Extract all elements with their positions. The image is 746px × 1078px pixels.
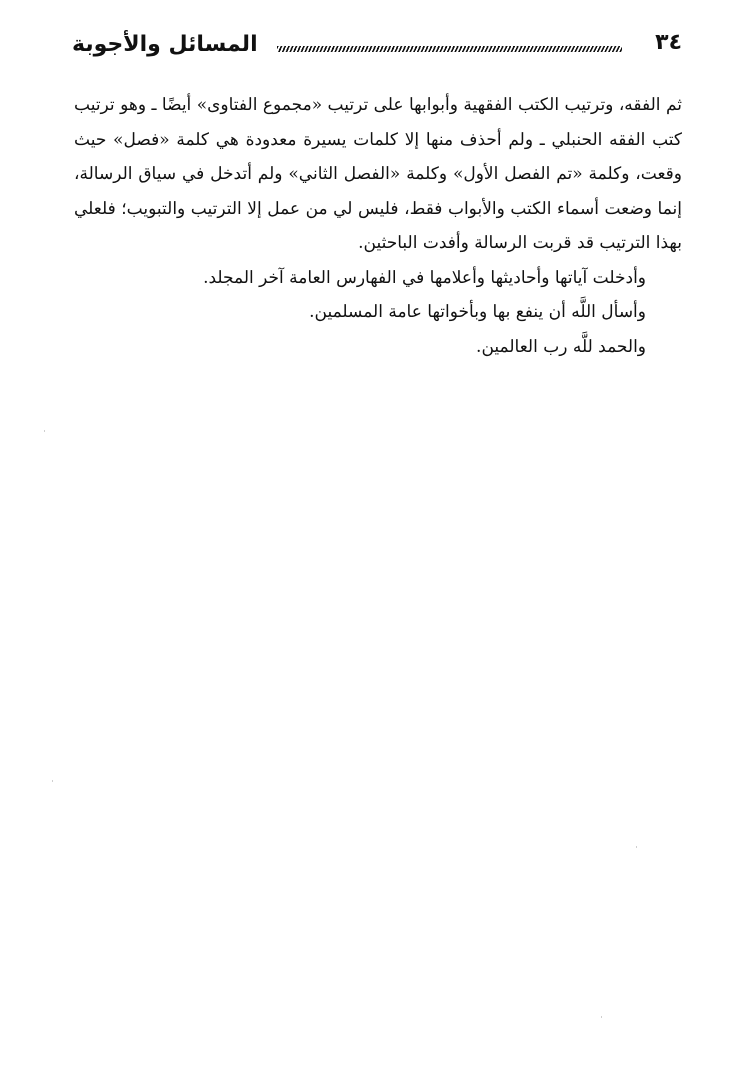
- paragraph: وأدخلت آياتها وأحاديثها وأعلامها في الفهارس العامة آخر المجلد.: [203, 267, 646, 288]
- scan-speck: [44, 430, 45, 432]
- body-text: [74, 88, 682, 364]
- paragraph: وأسأل اللَّه أن ينفع بها وبأخواتها عامة المسلمين.: [309, 302, 646, 322]
- paragraph: ثم الفقه، وترتيب الكتب الفقهية وأبوابها على ترتيب «مجموع الفتاوى» أيضًا ـ وهو ترتيب كتب الفقه الحنبلي ـ ولم أحذف منها إلا كلمات يسيرة معدودة هي كلمة «فصل» حيث وقعت، وكلمة «تم الفصل الأول» وكلمة «الفصل الثاني» ولم أتدخل في سياق الرسالة، إنما وضعت أسماء الكتب والأبواب فقط، فليس لي من عمل إلا الترتيب والتبويب؛ فلعلي بهذا الترتيب قد قربت الرسالة وأفدت الباحثين.: [74, 95, 682, 253]
- running-title: المسائل والأجوبة: [72, 32, 258, 57]
- page-header: [72, 30, 682, 64]
- paragraph: والحمد للَّه رب العالمين.: [476, 336, 646, 357]
- header-rule: [277, 46, 622, 52]
- scan-speck: [636, 846, 637, 848]
- scan-speck: [601, 1016, 602, 1018]
- scan-speck: [52, 780, 53, 782]
- page-number: ٣٤: [655, 30, 682, 55]
